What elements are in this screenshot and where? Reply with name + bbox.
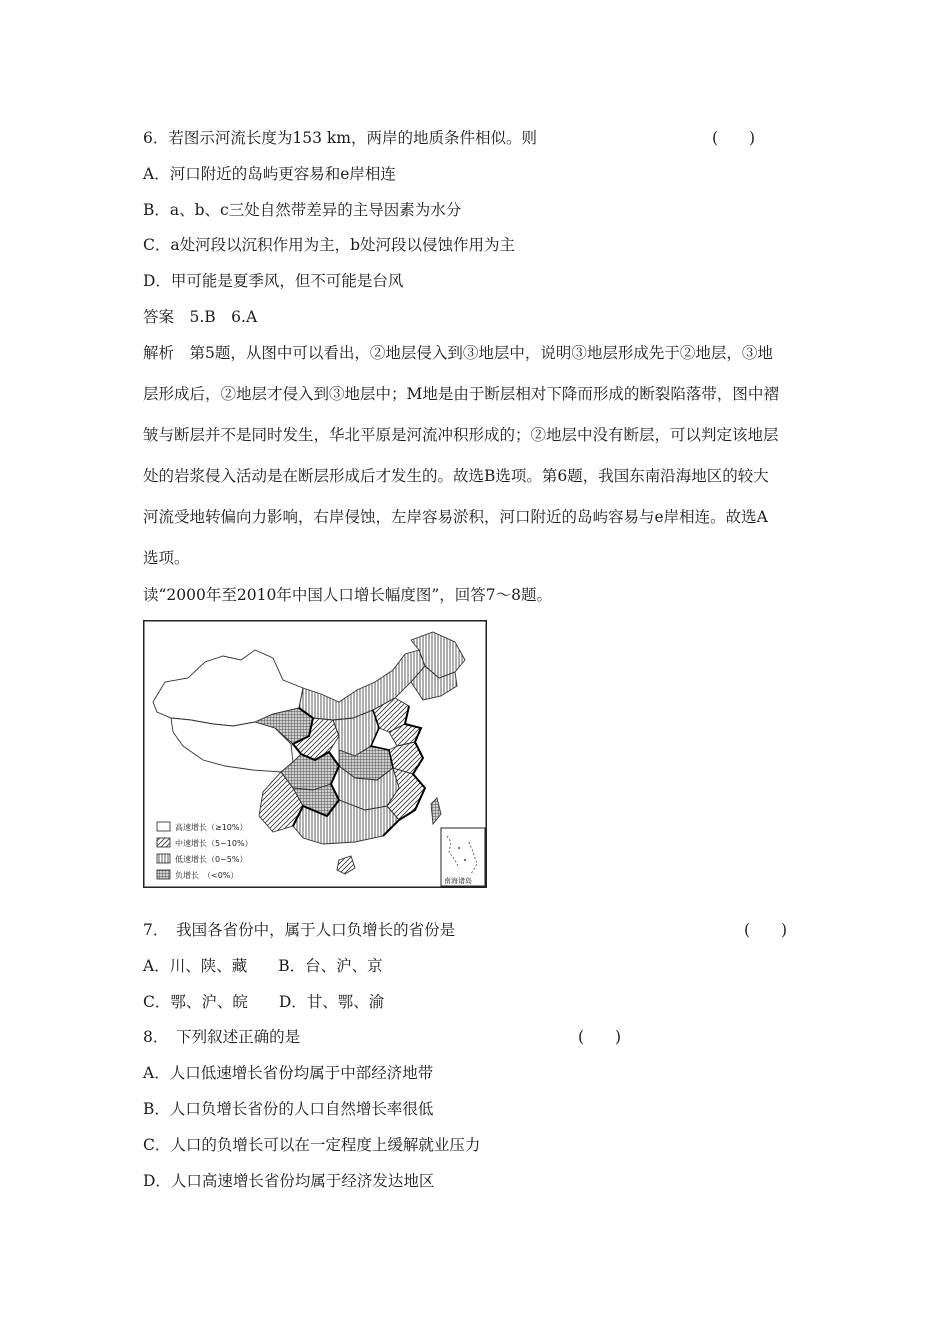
- q8-option-d: D．人口高速增长省份均属于经济发达地区: [143, 1172, 435, 1190]
- q7-options-cd: C．鄂、沪、皖 D．甘、鄂、渝: [143, 993, 385, 1011]
- legend-label: 低速增长（0~5%）: [175, 855, 248, 864]
- legend-label: 负增长 （<0%）: [175, 871, 239, 880]
- analysis-line: 河流受地转偏向力影响，右岸侵蚀，左岸容易淤积，河口附近的岛屿容易与e岸相连。故选A: [143, 508, 768, 526]
- q6-option-c: C．a处河段以沉积作用为主，b处河段以侵蚀作用为主: [143, 236, 516, 254]
- inset-label: 南海诸岛: [444, 877, 472, 885]
- analysis-line: 层形成后，②地层才侵入到③地层中；M地是由于断层相对下降而形成的断裂陷落带，图中褶: [143, 385, 779, 403]
- q6-option-b: B．a、b、c三处自然带差异的主导因素为水分: [143, 201, 462, 219]
- q8-option-b: B．人口负增长省份的人口自然增长率很低: [143, 1100, 434, 1118]
- analysis-line: 解析 第5题，从图中可以看出，②地层侵入到③地层中，说明③地层形成先于②地层，③地: [143, 344, 773, 362]
- q7-options-ab: A．川、陕、藏 B．台、沪、京: [143, 957, 383, 975]
- analysis-line: 处的岩浆侵入活动是在断层形成后才发生的。故选B选项。第6题，我国东南沿海地区的较大: [143, 467, 769, 485]
- q6-answer-blank: ( ): [712, 129, 756, 147]
- analysis-line: 皱与断层并不是同时发生，华北平原是河流冲积形成的；②地层中没有断层，可以判定该地层: [143, 426, 779, 444]
- q6-option-a: A．河口附近的岛屿更容易和e岸相连: [143, 165, 396, 183]
- q7-stem: 7． 我国各省份中，属于人口负增长的省份是: [143, 921, 456, 939]
- answer-line: 答案 5.B 6.A: [143, 308, 258, 326]
- legend-label: 高速增长（≥10%）: [175, 823, 248, 832]
- q6-option-d: D．甲可能是夏季风，但不可能是台风: [143, 272, 404, 290]
- q6-stem: 6．若图示河流长度为153 km，两岸的地质条件相似。则: [143, 129, 537, 147]
- q8-answer-blank: ( ): [578, 1028, 622, 1046]
- q8-option-c: C．人口的负增长可以在一定程度上缓解就业压力: [143, 1136, 481, 1154]
- q8-option-a: A．人口低速增长省份均属于中部经济地带: [143, 1064, 434, 1082]
- q7-answer-blank: ( ): [744, 921, 788, 939]
- map-intro: 读“2000年至2010年中国人口增长幅度图”，回答7～8题。: [143, 586, 552, 604]
- q8-stem: 8． 下列叙述正确的是: [143, 1028, 301, 1046]
- legend-label: 中速增长（5~10%）: [175, 839, 253, 848]
- analysis-line: 选项。: [143, 549, 190, 567]
- population-growth-map: [143, 620, 487, 888]
- south-china-sea-inset: [441, 828, 485, 886]
